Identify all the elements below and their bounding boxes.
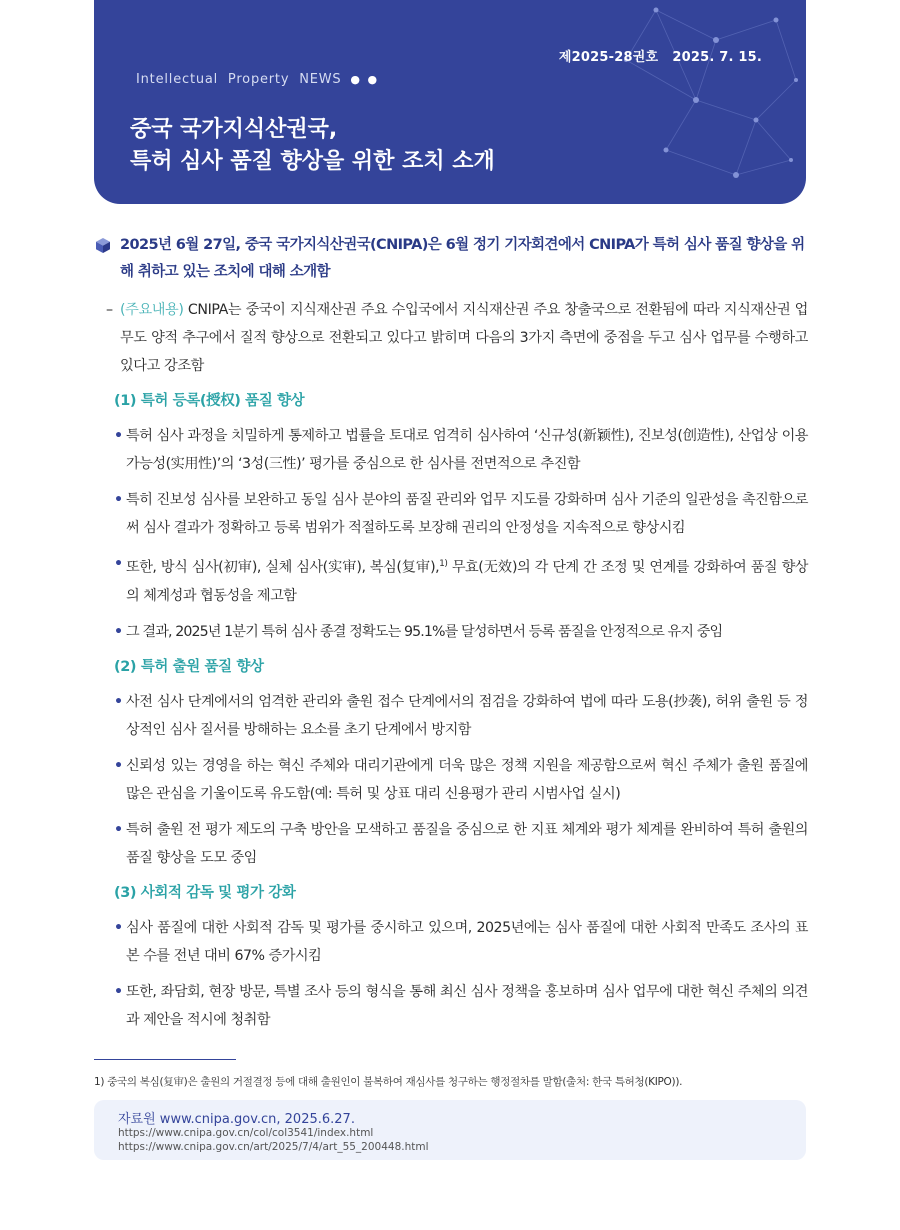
intro-dash: – (106, 302, 113, 318)
list-item (96, 486, 808, 542)
bullet-mark: • (114, 693, 123, 710)
bullet-mark: • (114, 623, 123, 640)
bullet-mark: • (114, 492, 123, 508)
network-decoration-icon (506, 0, 806, 204)
list-item-text: 그 결과, 2025년 1분기 특허 심사 종결 정확도는 95.1%를 달성하면서 등록 품질을 안정적으로 유지 중임 (126, 623, 723, 640)
header-banner (94, 0, 806, 204)
list-item-text-a: 또한, 방식 심사(初审), 실체 심사(实审), 복심(复审), (126, 559, 440, 576)
list-item-text: 특허 심사 과정을 치밀하게 통제하고 법률을 토대로 엄격히 심사하여 ‘신규성(新颖性), 진보성(创造性), 산업상 이용가능성(实用性)’의 ‘3성(三性)’ 평가를 중심으로 한 심사를 전면적으로 추진함 (126, 428, 808, 472)
news-dots: ● ● (350, 73, 380, 86)
section-heading-1: (1) 특허 등록(授权) 품질 향상 (114, 393, 305, 409)
section-heading-3: (3) 사회적 감독 및 평가 강화 (114, 884, 296, 901)
intro-text: CNIPA는 중국이 지식재산권 주요 수입국에서 지식재산권 주요 창출국으로 전환됨에 따라 지식재산권 업무도 양적 추구에서 질적 향상으로 전환되고 있다고 밝히며 다음의 3가지 측면에 중점을 두고 심사 업무를 수행하고 있다고 강조함 (120, 302, 808, 374)
footnote: 1) 중국의 복심(复审)은 출원의 거절결정 등에 대해 출원인이 불복하여 재심사를 청구하는 행정절차를 말함(출처: 한국 특허청(KIPO)). (94, 1076, 683, 1088)
list-item-text: 심사 품질에 대한 사회적 감독 및 평가를 중시하고 있으며, 2025년에는 심사 품질에 대한 사회적 만족도 조사의 표본 수를 전년 대비 67% 증가시킴 (126, 919, 808, 964)
cube-icon (96, 238, 110, 253)
bullet-mark: • (114, 821, 123, 838)
footnote-ref: 1) (439, 559, 448, 569)
title-line-1: 중국 국가지식산권국, (130, 117, 338, 142)
list-item (96, 978, 808, 1034)
list-item (96, 914, 808, 970)
title-line-2: 특허 심사 품질 향상을 위한 조치 소개 (130, 149, 495, 174)
source-box (94, 1100, 806, 1160)
list-item-text: 신뢰성 있는 경영을 하는 혁신 주체와 대리기관에게 더욱 많은 정책 지원을 제공함으로써 혁신 주체가 출원 품질에 많은 관심을 기울이도록 유도함(예: 특허 및 상표 대리 신용평가 관리 시범사업 실시) (126, 757, 808, 802)
news-label (136, 72, 379, 87)
bullet-mark: • (114, 757, 123, 774)
bullet-mark: • (114, 983, 123, 1000)
source-link-1[interactable]: https://www.cnipa.gov.cn/col/col3541/index.html (118, 1127, 374, 1139)
section-heading-2: (2) 특허 출원 품질 향상 (114, 658, 264, 675)
headline-text: 2025년 6월 27일, 중국 국가지식산권국(CNIPA)은 6월 정기 기자회견에서 CNIPA가 특허 심사 품질 향상을 위해 취하고 있는 조치에 대해 소개함 (120, 237, 805, 280)
list-item-text-b: 무효(无效)의 각 단계 간 조정 및 연계를 강화하여 품질 향상의 체계성과 협동성을 제고함 (126, 559, 808, 604)
list-item (96, 688, 808, 744)
list-item-text: 특허 출원 전 평가 제도의 구축 방안을 모색하고 품질을 중심으로 한 지표 체계와 평가 체계를 완비하여 특허 출원의 품질 향상을 도모 중임 (126, 821, 808, 866)
list-item (96, 618, 808, 646)
list-item-text: 특히 진보성 심사를 보완하고 동일 심사 분야의 품질 관리와 업무 지도를 강화하며 심사 기준의 일관성을 촉진함으로써 심사 결과가 정확하고 등록 범위가 적절하도록 보장해 권리의 안정성을 지속적으로 향상시킴 (126, 492, 808, 536)
intro-label: (주요내용) (120, 302, 184, 318)
list-item-text: 또한, 좌담회, 현장 방문, 특별 조사 등의 형식을 통해 최신 심사 정책을 홍보하며 심사 업무에 대한 혁신 주체의 의견과 제안을 적시에 청취함 (126, 983, 808, 1028)
source-link-2[interactable]: https://www.cnipa.gov.cn/art/2025/7/4/art_55_200448.html (118, 1141, 429, 1153)
article-body (96, 232, 808, 1034)
bullet-mark: • (114, 919, 123, 936)
source-label: 자료원 www.cnipa.gov.cn, 2025.6.27. (118, 1112, 355, 1127)
bullet-mark: • (114, 428, 123, 444)
news-label-text: Intellectual Property NEWS (136, 72, 342, 87)
intro-paragraph (96, 296, 808, 380)
list-item (96, 422, 808, 478)
list-item-text: 사전 심사 단계에서의 엄격한 관리와 출원 접수 단계에서의 점검을 강화하여 법에 따라 도용(抄袭), 허위 출원 등 정상적인 심사 질서를 방해하는 요소를 초기 단계에서 방지함 (126, 693, 808, 738)
footnote-divider (94, 1059, 236, 1060)
list-item (96, 550, 808, 610)
list-item (96, 816, 808, 872)
issue-number: 제2025-28권호 2025. 7. 15. (558, 50, 762, 65)
bullet-mark: • (114, 556, 123, 572)
page-title (130, 114, 495, 178)
list-item (96, 752, 808, 808)
headline (96, 232, 808, 286)
